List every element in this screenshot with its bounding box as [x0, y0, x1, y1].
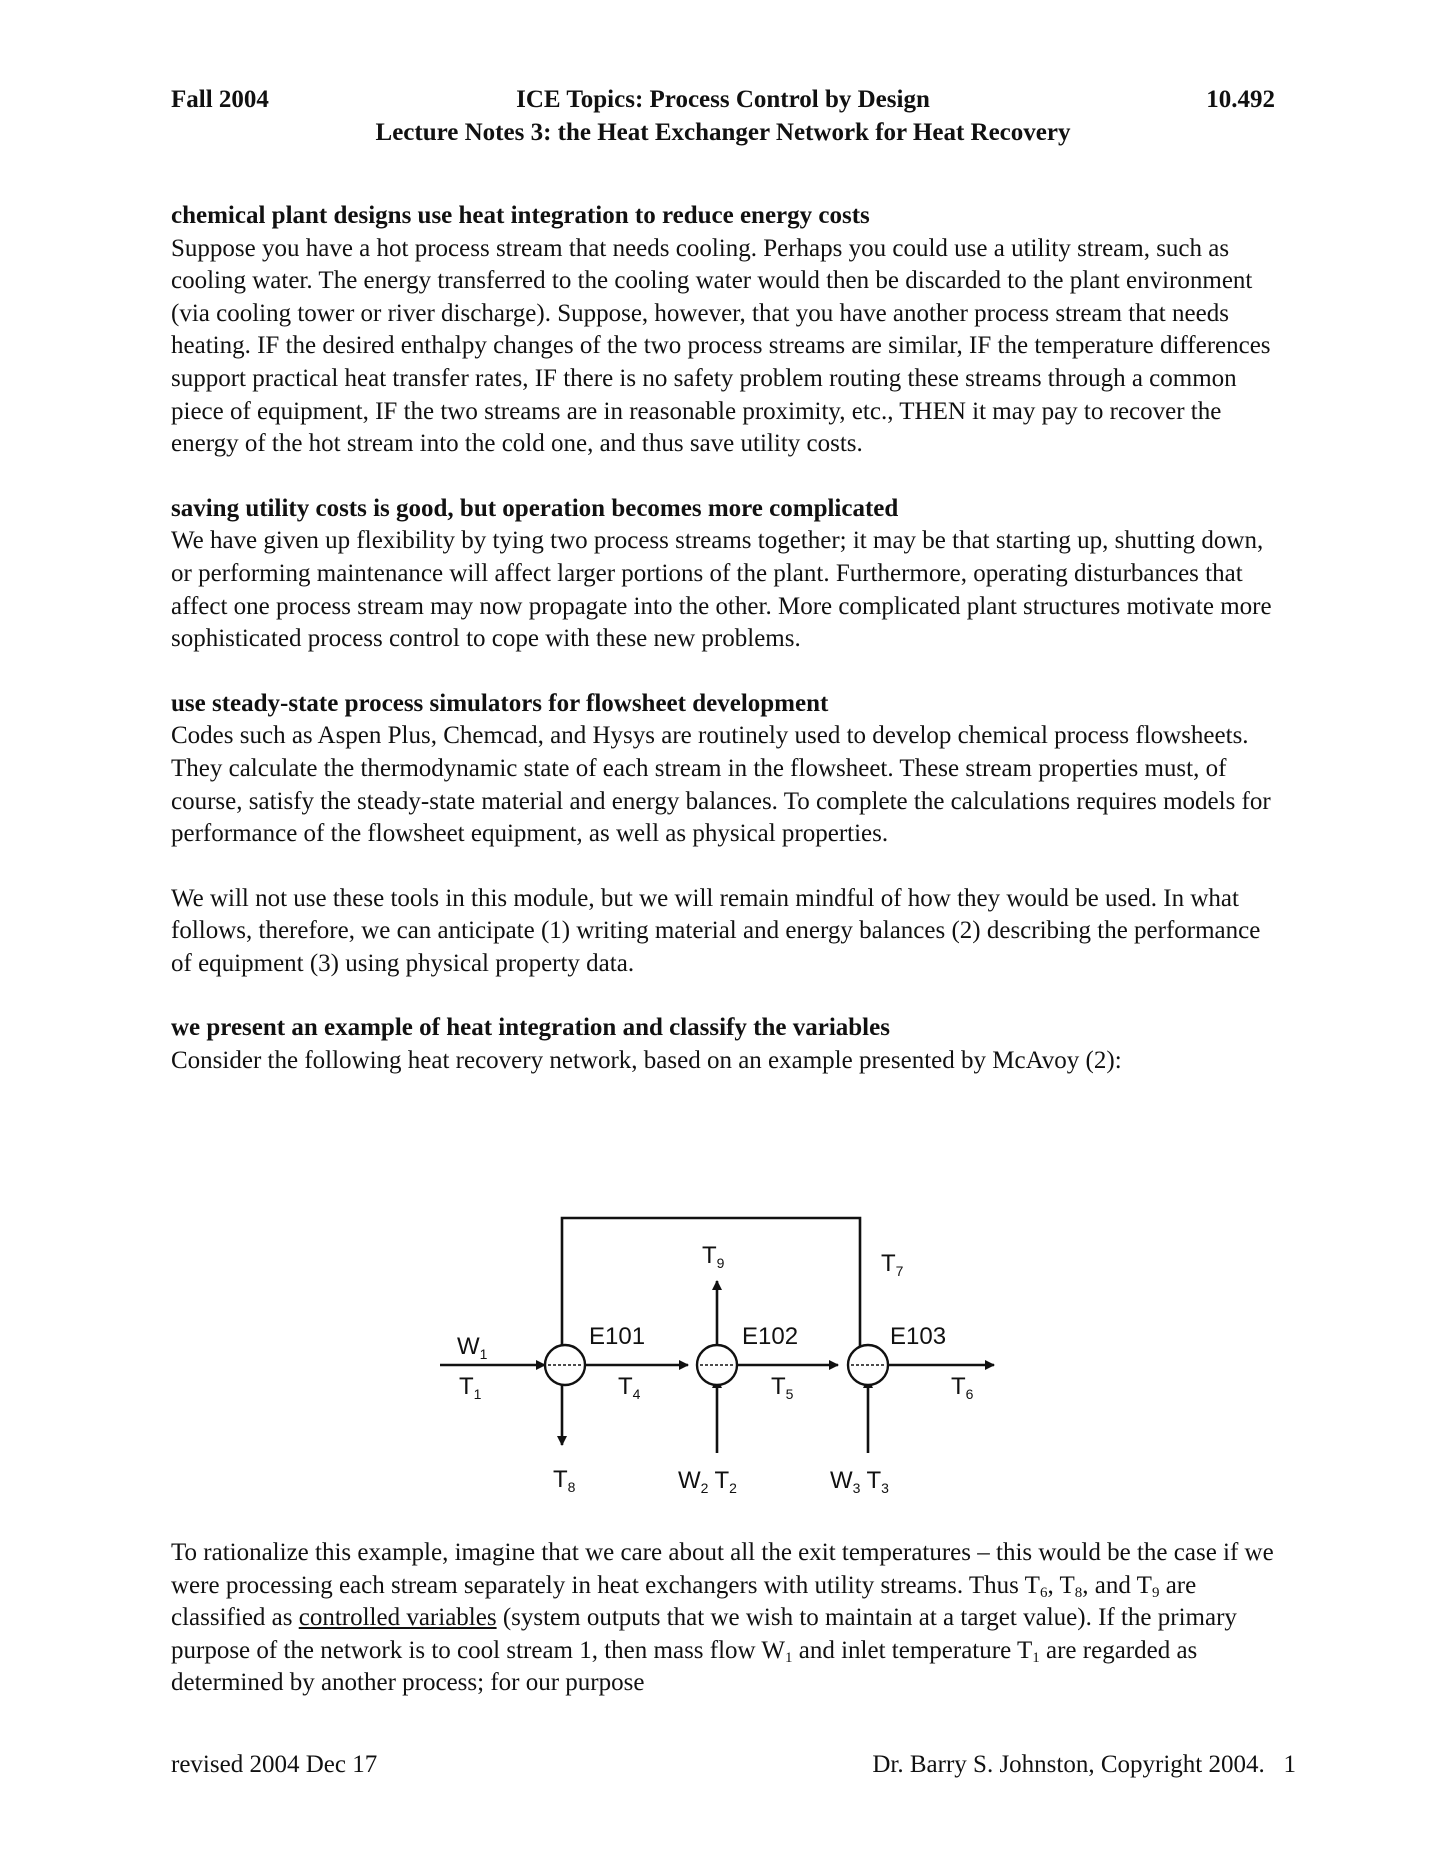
header-subtitle: Lecture Notes 3: the Heat Exchanger Network for Heat Recovery [375, 119, 1071, 146]
label-w1: $W_1$ [457, 1333, 488, 1362]
label-t9: $T_9$ [702, 1242, 725, 1271]
label-t5: $T_5$ [771, 1373, 794, 1402]
header-course-number: 10.492 [1206, 86, 1275, 113]
section-heading: we present an example of heat integration and classify the variables [171, 1014, 890, 1042]
exchanger-e101-label: E101 [589, 1323, 646, 1350]
controlled-variables-term: controlled variables [298, 1604, 497, 1632]
exchanger-e102-label: E102 [742, 1323, 799, 1350]
exchanger-e103-label: E103 [890, 1323, 947, 1350]
section-process-simulators [171, 688, 1281, 851]
label-t7: $T_7$ [881, 1250, 904, 1279]
label-w3-t3: $W_3$ $T_3$ [830, 1467, 889, 1496]
section-paragraph: Suppose you have a hot process stream that needs cooling. Perhaps you could use a utility stream, such as cooling water. The energy transferred to the cooling water would then be discarded to the plant environment (via cooling tower or river discharge). Suppose, however, that you have another process stream that needs heating. IF the desired enthalpy changes of the two process streams are similar, IF the temperature differences support practical heat transfer rates, IF there is no safety problem routing these streams through a common piece of equipment, IF the two streams are in reasonable proximity, etc., THEN it may pay to recover the energy of the hot stream into the cold one, and thus save utility costs. [171, 234, 1271, 458]
label-t6: $T_6$ [951, 1373, 974, 1402]
section-heading: chemical plant designs use heat integration to reduce energy costs [171, 202, 870, 229]
section-operation-complexity [171, 493, 1281, 656]
section-heading: saving utility costs is good, but operation becomes more complicated [171, 494, 899, 522]
label-t1: $T_1$ [459, 1373, 482, 1402]
section-paragraph: Consider the following heat recovery network, based on an example presented by McAvoy (2): [171, 1047, 1122, 1075]
body-content [171, 200, 1281, 1110]
heat-exchanger-network-diagram [440, 1208, 1020, 1503]
label-t8: $T_8$ [553, 1466, 576, 1495]
section-module-note [171, 883, 1281, 981]
section-paragraph: We have given up flexibility by tying two process streams together; it may be that starting up, shutting down, or performing maintenance will affect larger portions of the plant. Furthermore, operating disturbances that affect one process stream may now propagate into the other. More complicated plant structures motivate more sophisticated process control to cope with these new problems. [171, 527, 1272, 653]
section-example [171, 1012, 1281, 1077]
header-title: ICE Topics: Process Control by Design [516, 86, 930, 113]
label-t4: $T_4$ [618, 1373, 641, 1402]
closing-paragraph: To rationalize this example, imagine that we care about all the exit temperatures – this would be the case if we were processing each stream separately in heat exchangers with utility streams. Thus $T_6$, $T_8$, and $T_9$ are classified as controlled variables (system outputs that we wish to maintain at a target value). If the primary purpose of the network is to cool stream 1, then mass flow $W_1$ and inlet temperature $T_1$ are regarded as determined by another process; for our purpose [171, 1539, 1274, 1697]
header-term: Fall 2004 [171, 86, 269, 113]
closing-content [171, 1537, 1281, 1700]
network-svg [440, 1208, 1020, 1503]
section-heading: use steady-state process simulators for flowsheet development [171, 689, 829, 717]
footer-copyright: Dr. Barry S. Johnston, Copyright 2004. 1 [872, 1751, 1296, 1778]
section-heat-integration [171, 200, 1281, 461]
section-paragraph: Codes such as Aspen Plus, Chemcad, and Hysys are routinely used to develop chemical process flowsheets. They calculate the thermodynamic state of each stream in the flowsheet. These stream properties must, of course, satisfy the steady-state material and energy balances. To complete the calculations requires models for performance of the flowsheet equipment, as well as physical properties. [171, 722, 1271, 848]
section-paragraph: We will not use these tools in this module, but we will remain mindful of how they would be used. In what follows, therefore, we can anticipate (1) writing material and energy balances (2) describing the performance of equipment (3) using physical property data. [171, 884, 1261, 977]
footer-revision: revised 2004 Dec 17 [171, 1751, 378, 1778]
label-w2-t2: $W_2$ $T_2$ [678, 1467, 737, 1496]
